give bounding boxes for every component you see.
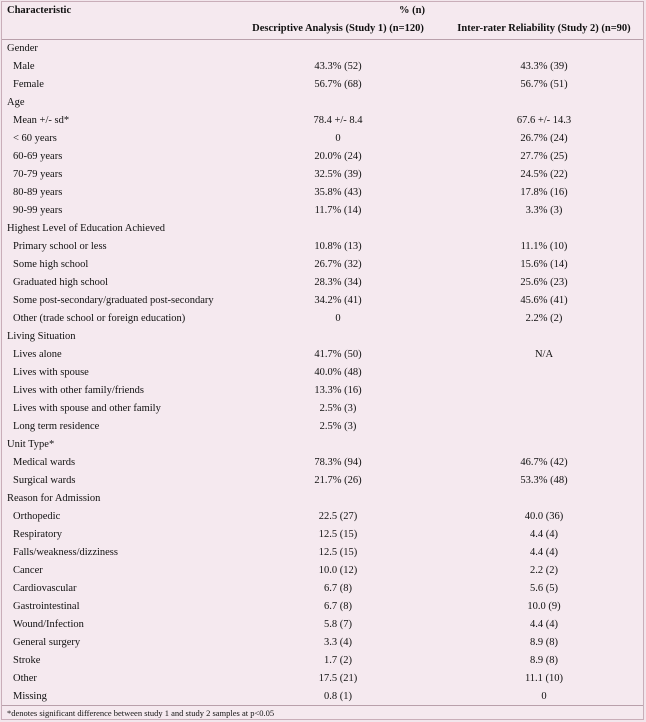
study2-value: 45.6% (41) xyxy=(520,295,568,306)
study2-value: 25.6% (23) xyxy=(520,277,568,288)
table-row xyxy=(2,238,643,256)
table-row xyxy=(2,76,643,94)
study1-value: 43.3% (52) xyxy=(314,61,362,72)
table-body xyxy=(2,40,643,706)
study1-value: 1.7 (2) xyxy=(324,655,352,666)
study1-value: 32.5% (39) xyxy=(314,169,362,180)
study2-value: 40.0 (36) xyxy=(524,511,564,522)
table-header-row-2 xyxy=(2,19,643,40)
table-row xyxy=(2,202,643,220)
study1-value: 35.8% (43) xyxy=(314,187,362,198)
row-label: Primary school or less xyxy=(13,241,107,252)
row-label: Other (trade school or foreign education) xyxy=(13,313,186,324)
section-row xyxy=(2,94,643,112)
section-row xyxy=(2,436,643,454)
study1-value: 40.0% (48) xyxy=(314,367,362,378)
study1-value: 41.7% (50) xyxy=(314,349,362,360)
table-row xyxy=(2,184,643,202)
section-row xyxy=(2,490,643,508)
row-label: Cancer xyxy=(13,565,43,576)
row-label: 90-99 years xyxy=(13,205,63,216)
table-row xyxy=(2,400,643,418)
table-row xyxy=(2,112,643,130)
table-row xyxy=(2,688,643,706)
table-row xyxy=(2,418,643,436)
footnote xyxy=(2,705,643,721)
row-label: Gender xyxy=(7,43,38,54)
table-row xyxy=(2,274,643,292)
table-row xyxy=(2,508,643,526)
row-label: General surgery xyxy=(13,637,81,648)
study1-value: 21.7% (26) xyxy=(314,475,362,486)
study1-value: 3.3 (4) xyxy=(324,637,352,648)
table-row xyxy=(2,346,643,364)
row-label: Living Situation xyxy=(7,331,76,342)
row-label: 70-79 years xyxy=(13,169,63,180)
row-label: Lives alone xyxy=(13,349,62,360)
row-label: Stroke xyxy=(13,655,41,666)
study2-value: 0 xyxy=(541,691,547,702)
study2-value: 2.2% (2) xyxy=(525,313,563,324)
study1-value: 26.7% (32) xyxy=(314,259,362,270)
study1-value: 10.8% (13) xyxy=(314,241,362,252)
row-label: Other xyxy=(13,673,37,684)
study1-value: 28.3% (34) xyxy=(314,277,362,288)
study1-value: 13.3% (16) xyxy=(314,385,362,396)
study1-value: 78.4 +/- 8.4 xyxy=(313,115,363,126)
row-label: Medical wards xyxy=(13,457,76,468)
section-row xyxy=(2,328,643,346)
table-row xyxy=(2,364,643,382)
row-label: Age xyxy=(7,97,25,108)
table-row xyxy=(2,598,643,616)
table-header-row-1 xyxy=(2,2,643,19)
section-row xyxy=(2,220,643,238)
study2-value: 11.1 (10) xyxy=(524,673,564,684)
row-label: Unit Type* xyxy=(7,439,55,450)
row-label: Highest Level of Education Achieved xyxy=(7,223,166,234)
table-row xyxy=(2,454,643,472)
study1-value: 11.7% (14) xyxy=(314,205,362,216)
study2-value: 17.8% (16) xyxy=(520,187,568,198)
row-label: Lives with spouse and other family xyxy=(13,403,161,414)
row-label: Long term residence xyxy=(13,421,100,432)
study1-value: 2.5% (3) xyxy=(319,403,357,414)
study2-value: 4.4 (4) xyxy=(530,529,558,540)
study1-value: 20.0% (24) xyxy=(314,151,362,162)
study2-value: 27.7% (25) xyxy=(520,151,568,162)
row-label: Some high school xyxy=(13,259,89,270)
study2-header: Inter-rater Reliability (Study 2) (n=90) xyxy=(457,23,631,34)
study2-value: 8.9 (8) xyxy=(530,655,558,666)
characteristic-header: Characteristic xyxy=(7,5,72,16)
row-label: Male xyxy=(13,61,35,72)
table-row xyxy=(2,472,643,490)
study2-value: 46.7% (42) xyxy=(520,457,568,468)
study1-value: 34.2% (41) xyxy=(314,295,362,306)
table-row xyxy=(2,616,643,634)
table-row xyxy=(2,166,643,184)
row-label: Gastrointestinal xyxy=(13,601,80,612)
row-label: Wound/Infection xyxy=(13,619,84,630)
table-row xyxy=(2,148,643,166)
study1-value: 5.8 (7) xyxy=(324,619,352,630)
table-row xyxy=(2,130,643,148)
row-label: Surgical wards xyxy=(13,475,76,486)
table-row xyxy=(2,292,643,310)
demographics-table xyxy=(1,1,644,720)
table-row xyxy=(2,634,643,652)
row-label: Cardiovascular xyxy=(13,583,77,594)
study1-value: 0.8 (1) xyxy=(324,691,352,702)
study2-value: 4.4 (4) xyxy=(530,547,558,558)
row-label: Female xyxy=(13,79,44,90)
percent-header: % (n) xyxy=(399,5,425,16)
row-label: Lives with spouse xyxy=(13,367,89,378)
table-row xyxy=(2,580,643,598)
study1-value: 2.5% (3) xyxy=(319,421,357,432)
study2-value: 67.6 +/- 14.3 xyxy=(516,115,572,126)
study1-value: 78.3% (94) xyxy=(314,457,362,468)
study2-value: 4.4 (4) xyxy=(530,619,558,630)
row-label: Graduated high school xyxy=(13,277,109,288)
study1-value: 10.0 (12) xyxy=(318,565,358,576)
study2-value: 10.0 (9) xyxy=(527,601,561,612)
row-label: Missing xyxy=(13,691,47,702)
footnote-text: *denotes significant difference between study 1 and study 2 samples at p<0.05 xyxy=(7,708,275,718)
study2-value: 5.6 (5) xyxy=(530,583,558,594)
study2-value: 24.5% (22) xyxy=(520,169,568,180)
study2-value: 3.3% (3) xyxy=(525,205,563,216)
table-row xyxy=(2,526,643,544)
study1-value: 0 xyxy=(335,313,341,324)
study1-value: 17.5 (21) xyxy=(318,673,358,684)
study1-value: 0 xyxy=(335,133,341,144)
study2-value: 56.7% (51) xyxy=(520,79,568,90)
table-row xyxy=(2,310,643,328)
table-row xyxy=(2,652,643,670)
study1-value: 6.7 (8) xyxy=(324,583,352,594)
study2-value: 8.9 (8) xyxy=(530,637,558,648)
study2-value: 53.3% (48) xyxy=(520,475,568,486)
table-row xyxy=(2,58,643,76)
row-label: < 60 years xyxy=(13,133,57,144)
study1-header: Descriptive Analysis (Study 1) (n=120) xyxy=(252,23,424,34)
row-label: Lives with other family/friends xyxy=(13,385,144,396)
row-label: 60-69 years xyxy=(13,151,63,162)
study2-value: 26.7% (24) xyxy=(520,133,568,144)
study2-value: 11.1% (10) xyxy=(520,241,568,252)
row-label: 80-89 years xyxy=(13,187,63,198)
study2-value: 43.3% (39) xyxy=(520,61,568,72)
row-label: Falls/weakness/dizziness xyxy=(13,547,118,558)
study2-value: N/A xyxy=(534,349,554,360)
study1-value: 12.5 (15) xyxy=(318,547,358,558)
row-label: Orthopedic xyxy=(13,511,61,522)
table-row xyxy=(2,544,643,562)
row-label: Some post-secondary/graduated post-secondary xyxy=(13,295,214,306)
study1-value: 6.7 (8) xyxy=(324,601,352,612)
section-row xyxy=(2,40,643,58)
row-label: Respiratory xyxy=(13,529,62,540)
table-row xyxy=(2,256,643,274)
study1-value: 56.7% (68) xyxy=(314,79,362,90)
study1-value: 22.5 (27) xyxy=(318,511,358,522)
row-label: Mean +/- sd* xyxy=(13,115,70,126)
table-row xyxy=(2,562,643,580)
row-label: Reason for Admission xyxy=(7,493,101,504)
study1-value: 12.5 (15) xyxy=(318,529,358,540)
study2-value: 15.6% (14) xyxy=(520,259,568,270)
table-row xyxy=(2,382,643,400)
table-row xyxy=(2,670,643,688)
study2-value: 2.2 (2) xyxy=(530,565,558,576)
